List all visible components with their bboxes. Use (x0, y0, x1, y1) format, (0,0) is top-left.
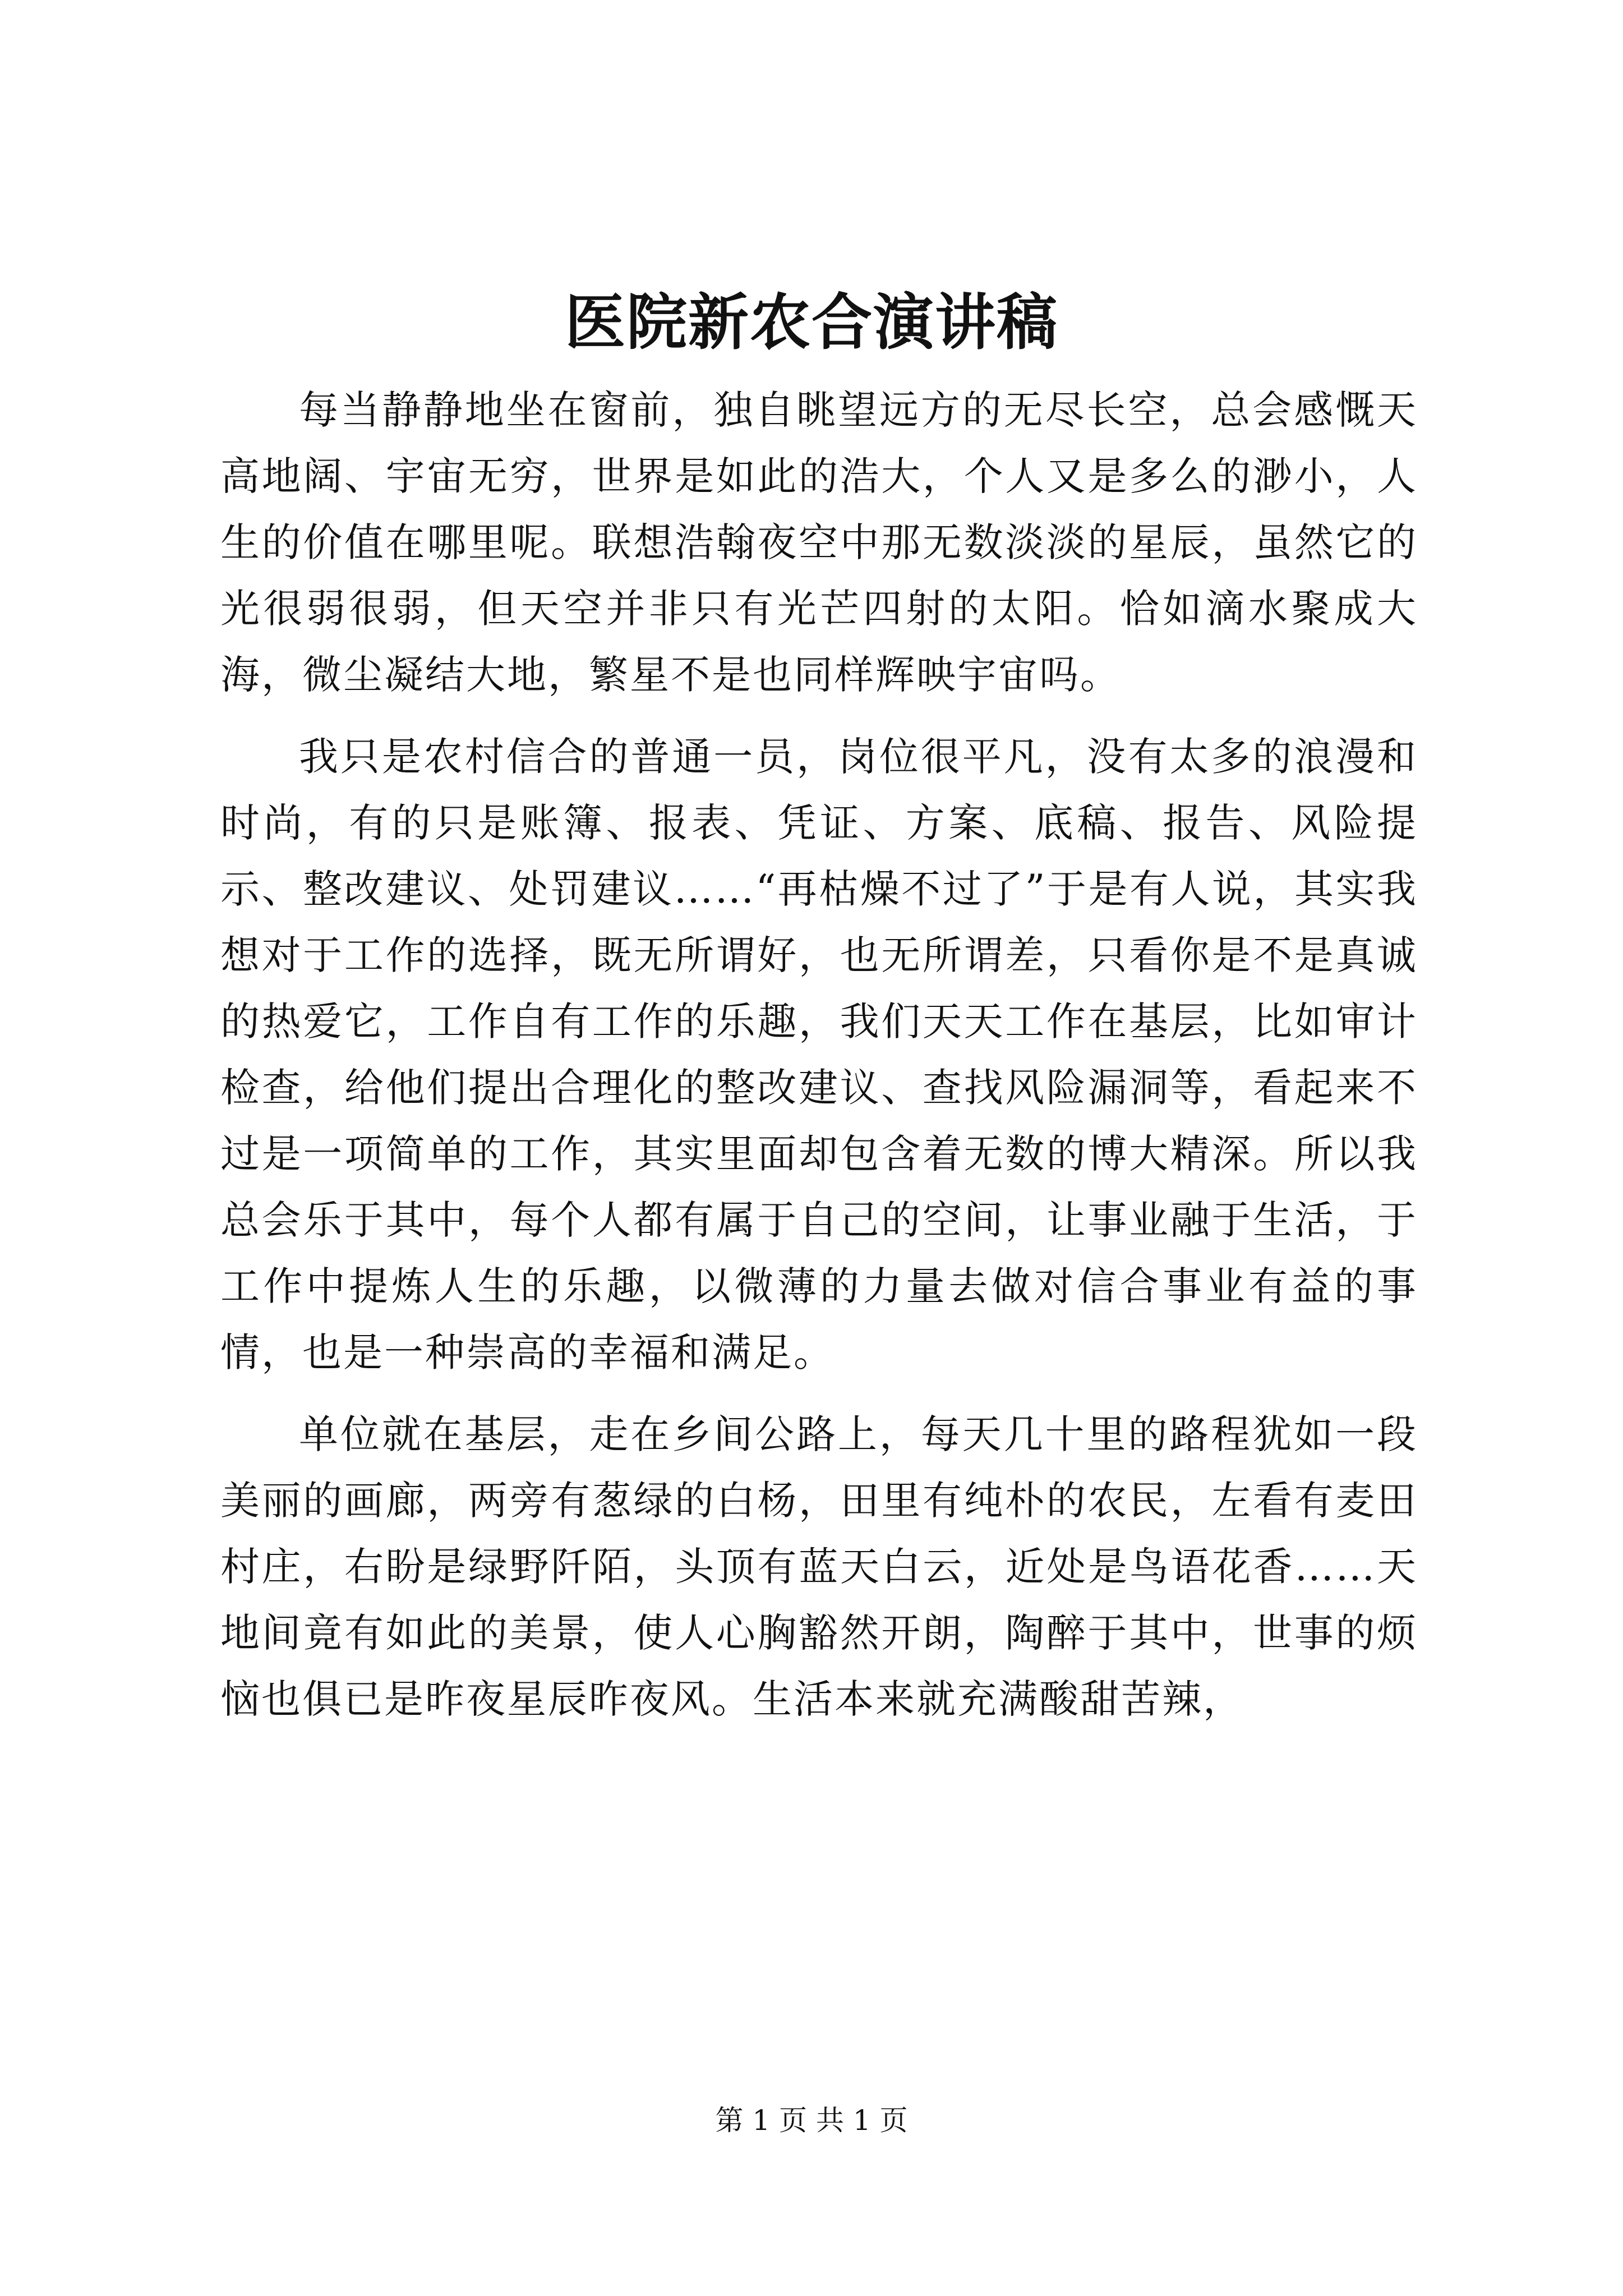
paragraph-1: 每当静静地坐在窗前，独自眺望远方的无尽长空，总会感慨天高地阔、宇宙无穷，世界是如此的浩大，个人又是多么的渺小，人生的价值在哪里呢。联想浩翰夜空中那无数淡淡的星辰，虽然它的光很弱很弱，但天空并非只有光芒四射的太阳。恰如滴水聚成大海，微尘凝结大地，繁星不是也同样辉映宇宙吗。 (220, 387, 1418, 698)
document-title: 医院新农合演讲稿 (564, 287, 1058, 358)
paragraph-2: 我只是农村信合的普通一员，岗位很平凡，没有太多的浪漫和时尚，有的只是账簿、报表、凭证、方案、底稿、报告、风险提示、整改建议、处罚建议……“再枯燥不过了”于是有人说，其实我想对于工作的选择，既无所谓好，也无所谓差，只看你是不是真诚的热爱它，工作自有工作的乐趣，我们天天工作在基层，比如审计检查，给他们提出合理化的整改建议、查找风险漏洞等，看起来不过是一项简单的工作，其实里面却包含着无数的博大精深。所以我总会乐于其中，每个人都有属于自己的空间，让事业融于生活，于工作中提炼人生的乐趣，以微薄的力量去做对信合事业有益的事情，也是一种崇高的幸福和满足。 (220, 734, 1418, 1375)
page-footer: 第 1 页 共 1 页 (715, 2104, 908, 2137)
paragraph-3: 单位就在基层，走在乡间公路上，每天几十里的路程犹如一段美丽的画廊，两旁有葱绿的白杨，田里有纯朴的农民，左看有麦田村庄，右盼是绿野阡陌，头顶有蓝天白云，近处是鸟语花香……天地间竟有如此的美景，使人心胸豁然开朗，陶醉于其中，世事的烦恼也俱已是昨夜星辰昨夜风。生活本来就充满酸甜苦辣， (220, 1411, 1418, 1722)
document-body (220, 377, 1418, 1748)
